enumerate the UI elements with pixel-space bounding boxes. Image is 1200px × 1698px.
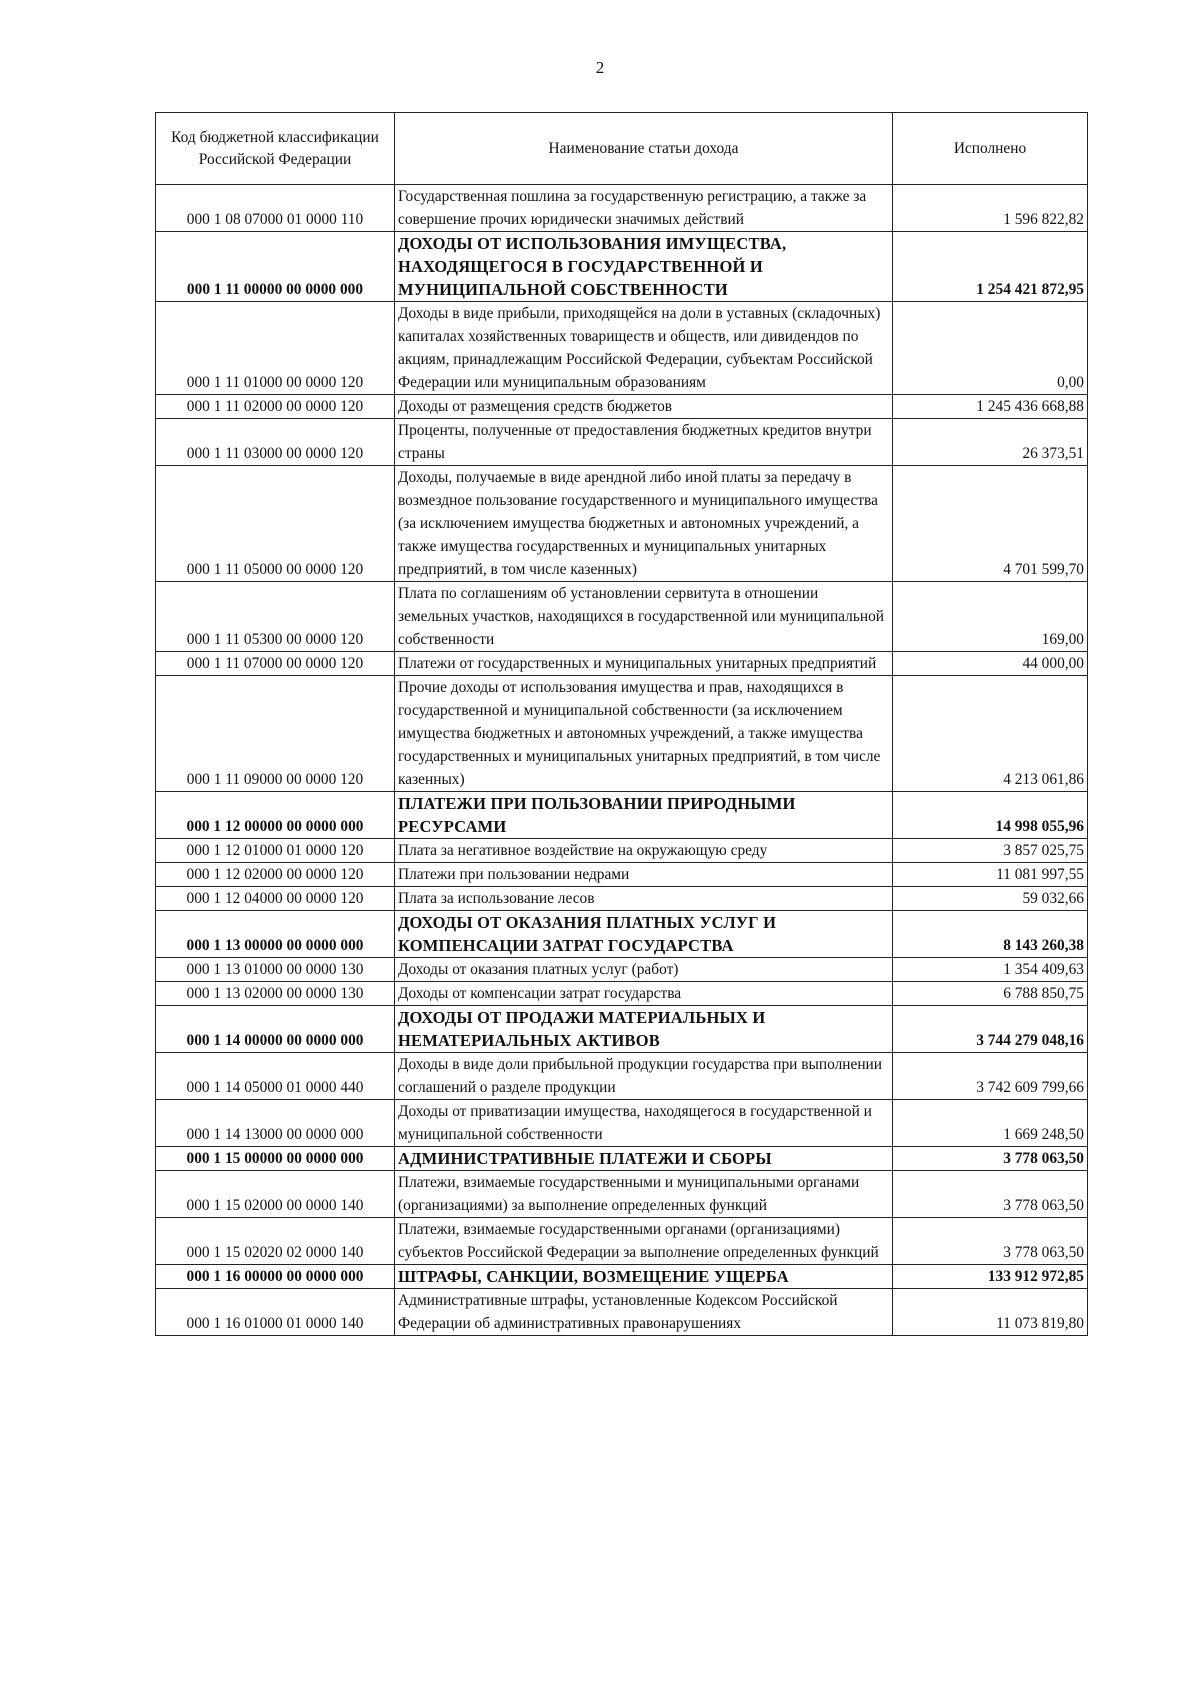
amount-cell: 26 373,51 bbox=[893, 419, 1088, 466]
table-section-row bbox=[156, 911, 1088, 958]
revenue-name-cell: ДОХОДЫ ОТ ПРОДАЖИ МАТЕРИАЛЬНЫХ И НЕМАТЕРИАЛЬНЫХ АКТИВОВ bbox=[395, 1006, 893, 1053]
amount-cell: 3 778 063,50 bbox=[893, 1171, 1088, 1218]
revenue-name-cell: Административные штрафы, установленные Кодексом Российской Федерации об административных правонарушениях bbox=[395, 1289, 893, 1336]
table-row bbox=[156, 887, 1088, 911]
amount-cell: 59 032,66 bbox=[893, 887, 1088, 911]
budget-code-cell: 000 1 08 07000 01 0000 110 bbox=[156, 185, 395, 232]
revenue-name-cell: Доходы от приватизации имущества, находящегося в государственной и муниципальной собственности bbox=[395, 1100, 893, 1147]
table-row bbox=[156, 185, 1088, 232]
budget-code-cell: 000 1 13 02000 00 0000 130 bbox=[156, 982, 395, 1006]
budget-code-cell: 000 1 13 01000 00 0000 130 bbox=[156, 958, 395, 982]
table-section-row bbox=[156, 232, 1088, 302]
revenue-name-cell: Доходы от оказания платных услуг (работ) bbox=[395, 958, 893, 982]
amount-cell: 4 701 599,70 bbox=[893, 466, 1088, 582]
amount-cell: 3 778 063,50 bbox=[893, 1218, 1088, 1265]
amount-cell: 44 000,00 bbox=[893, 652, 1088, 676]
revenue-name-cell: ДОХОДЫ ОТ ИСПОЛЬЗОВАНИЯ ИМУЩЕСТВА, НАХОДЯЩЕГОСЯ В ГОСУДАРСТВЕННОЙ И МУНИЦИПАЛЬНОЙ СОБСТВЕННОСТИ bbox=[395, 232, 893, 302]
table-section-row bbox=[156, 1265, 1088, 1289]
table-row bbox=[156, 1053, 1088, 1100]
revenue-name-cell: Плата за использование лесов bbox=[395, 887, 893, 911]
table-row bbox=[156, 1171, 1088, 1218]
revenue-name-cell: ШТРАФЫ, САНКЦИИ, ВОЗМЕЩЕНИЕ УЩЕРБА bbox=[395, 1265, 893, 1289]
revenue-name-cell: Платежи при пользовании недрами bbox=[395, 863, 893, 887]
table-row bbox=[156, 395, 1088, 419]
amount-cell: 3 857 025,75 bbox=[893, 839, 1088, 863]
revenue-name-cell: Государственная пошлина за государственную регистрацию, а также за совершение прочих юридически значимых действий bbox=[395, 185, 893, 232]
amount-cell: 11 073 819,80 bbox=[893, 1289, 1088, 1336]
budget-code-cell: 000 1 11 02000 00 0000 120 bbox=[156, 395, 395, 419]
page-number: 2 bbox=[595, 58, 605, 77]
budget-code-cell: 000 1 12 02000 00 0000 120 bbox=[156, 863, 395, 887]
budget-code-cell: 000 1 15 02020 02 0000 140 bbox=[156, 1218, 395, 1265]
budget-code-cell: 000 1 12 01000 01 0000 120 bbox=[156, 839, 395, 863]
budget-code-cell: 000 1 11 09000 00 0000 120 bbox=[156, 676, 395, 792]
revenue-name-cell: Доходы в виде доли прибыльной продукции государства при выполнении соглашений о разделе продукции bbox=[395, 1053, 893, 1100]
table-row bbox=[156, 582, 1088, 652]
table-row bbox=[156, 652, 1088, 676]
amount-cell: 3 778 063,50 bbox=[893, 1147, 1088, 1171]
amount-cell: 1 254 421 872,95 bbox=[893, 232, 1088, 302]
amount-cell: 1 596 822,82 bbox=[893, 185, 1088, 232]
table-header-row bbox=[156, 113, 1088, 185]
table-row bbox=[156, 1289, 1088, 1336]
revenue-name-cell: Платежи от государственных и муниципальных унитарных предприятий bbox=[395, 652, 893, 676]
budget-code-cell: 000 1 15 02000 00 0000 140 bbox=[156, 1171, 395, 1218]
revenue-name-cell: Доходы от размещения средств бюджетов bbox=[395, 395, 893, 419]
budget-code-cell: 000 1 16 00000 00 0000 000 bbox=[156, 1265, 395, 1289]
budget-code-cell: 000 1 11 05300 00 0000 120 bbox=[156, 582, 395, 652]
revenue-name-cell: Прочие доходы от использования имущества и прав, находящихся в государственной и муниципальной собственности (за исключением имущества бюджетных и автономных учреждений, а также имущества государственных и муниципальных унитарных предприятий, в том числе казенных) bbox=[395, 676, 893, 792]
amount-cell: 1 354 409,63 bbox=[893, 958, 1088, 982]
revenue-name-cell: Плата по соглашениям об установлении сервитута в отношении земельных участков, находящихся в государственной или муниципальной собственности bbox=[395, 582, 893, 652]
budget-code-cell: 000 1 13 00000 00 0000 000 bbox=[156, 911, 395, 958]
revenue-name-cell: Платежи, взимаемые государственными и муниципальными органами (организациями) за выполнение определенных функций bbox=[395, 1171, 893, 1218]
table-row bbox=[156, 863, 1088, 887]
revenue-name-cell: ПЛАТЕЖИ ПРИ ПОЛЬЗОВАНИИ ПРИРОДНЫМИ РЕСУРСАМИ bbox=[395, 792, 893, 839]
table-body bbox=[156, 185, 1088, 1336]
revenue-name-cell: ДОХОДЫ ОТ ОКАЗАНИЯ ПЛАТНЫХ УСЛУГ И КОМПЕНСАЦИИ ЗАТРАТ ГОСУДАРСТВА bbox=[395, 911, 893, 958]
amount-cell: 11 081 997,55 bbox=[893, 863, 1088, 887]
budget-code-cell: 000 1 15 00000 00 0000 000 bbox=[156, 1147, 395, 1171]
budget-code-cell: 000 1 12 04000 00 0000 120 bbox=[156, 887, 395, 911]
revenue-name-cell: Платежи, взимаемые государственными органами (организациями) субъектов Российской Федерации за выполнение определенных функций bbox=[395, 1218, 893, 1265]
revenue-name-cell: Плата за негативное воздействие на окружающую среду bbox=[395, 839, 893, 863]
budget-code-cell: 000 1 12 00000 00 0000 000 bbox=[156, 792, 395, 839]
budget-code-cell: 000 1 11 01000 00 0000 120 bbox=[156, 302, 395, 395]
amount-cell: 1 669 248,50 bbox=[893, 1100, 1088, 1147]
amount-cell: 8 143 260,38 bbox=[893, 911, 1088, 958]
budget-code-cell: 000 1 14 05000 01 0000 440 bbox=[156, 1053, 395, 1100]
revenue-name-cell: АДМИНИСТРАТИВНЫЕ ПЛАТЕЖИ И СБОРЫ bbox=[395, 1147, 893, 1171]
header-amount: Исполнено bbox=[893, 113, 1088, 185]
revenue-name-cell: Доходы в виде прибыли, приходящейся на доли в уставных (складочных) капиталах хозяйственных товариществ и обществ, или дивидендов по акциям, принадлежащим Российской Федерации, субъектам Российской Федерации или муниципальным образованиям bbox=[395, 302, 893, 395]
budget-code-cell: 000 1 14 13000 00 0000 000 bbox=[156, 1100, 395, 1147]
budget-code-cell: 000 1 11 03000 00 0000 120 bbox=[156, 419, 395, 466]
budget-code-cell: 000 1 11 07000 00 0000 120 bbox=[156, 652, 395, 676]
table-row bbox=[156, 466, 1088, 582]
amount-cell: 133 912 972,85 bbox=[893, 1265, 1088, 1289]
table-row bbox=[156, 419, 1088, 466]
budget-code-cell: 000 1 11 05000 00 0000 120 bbox=[156, 466, 395, 582]
amount-cell: 6 788 850,75 bbox=[893, 982, 1088, 1006]
table-section-row bbox=[156, 792, 1088, 839]
table-row bbox=[156, 302, 1088, 395]
table-row bbox=[156, 1218, 1088, 1265]
table-row bbox=[156, 839, 1088, 863]
budget-code-cell: 000 1 11 00000 00 0000 000 bbox=[156, 232, 395, 302]
amount-cell: 0,00 bbox=[893, 302, 1088, 395]
budget-revenue-table bbox=[155, 112, 1088, 1336]
table-row bbox=[156, 676, 1088, 792]
revenue-name-cell: Доходы, получаемые в виде арендной либо иной платы за передачу в возмездное пользование государственного и муниципального имущества (за исключением имущества бюджетных и автономных учреждений, а также имущества государственных и муниципальных унитарных предприятий, в том числе казенных) bbox=[395, 466, 893, 582]
amount-cell: 3 744 279 048,16 bbox=[893, 1006, 1088, 1053]
amount-cell: 14 998 055,96 bbox=[893, 792, 1088, 839]
header-name: Наименование статьи дохода bbox=[395, 113, 893, 185]
table-section-row bbox=[156, 1147, 1088, 1171]
table-section-row bbox=[156, 1006, 1088, 1053]
table-row bbox=[156, 982, 1088, 1006]
budget-code-cell: 000 1 14 00000 00 0000 000 bbox=[156, 1006, 395, 1053]
table-row bbox=[156, 1100, 1088, 1147]
header-code: Код бюджетной классификации Российской Федерации bbox=[156, 113, 395, 185]
budget-code-cell: 000 1 16 01000 01 0000 140 bbox=[156, 1289, 395, 1336]
amount-cell: 4 213 061,86 bbox=[893, 676, 1088, 792]
amount-cell: 169,00 bbox=[893, 582, 1088, 652]
revenue-name-cell: Проценты, полученные от предоставления бюджетных кредитов внутри страны bbox=[395, 419, 893, 466]
amount-cell: 3 742 609 799,66 bbox=[893, 1053, 1088, 1100]
revenue-name-cell: Доходы от компенсации затрат государства bbox=[395, 982, 893, 1006]
amount-cell: 1 245 436 668,88 bbox=[893, 395, 1088, 419]
table-row bbox=[156, 958, 1088, 982]
